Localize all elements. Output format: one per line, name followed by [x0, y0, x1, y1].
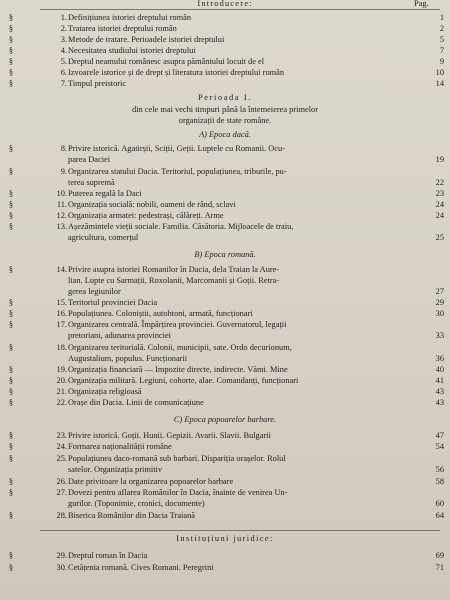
- toc-entry: § 29. Dreptul roman în Dacia 69: [8, 551, 444, 560]
- toc-entry: § 24. Formarea naționalității române 54: [8, 442, 444, 451]
- toc-entry: § 4. Necesitatea studiului istoriei dreptului 7: [8, 46, 444, 55]
- toc-entry-continuation: agricultura, comerțul 25: [68, 233, 444, 242]
- toc-entry: § 1. Definițiunea istoriei dreptului român 1: [8, 13, 444, 22]
- section-title-introducere: Introducere:: [197, 0, 253, 8]
- toc-entry: § 28. Biserica Românilor din Dacia Traiană 64: [8, 511, 444, 520]
- toc-entry: § 15. Teritoriul provinciei Dacia 29: [8, 298, 444, 307]
- toc-entry: § 3. Metode de tratare. Perioadele istoriei dreptului 5: [8, 35, 444, 44]
- period-title: Perioada I.: [198, 93, 252, 102]
- toc-entry: § 12. Organizația armatei: pedestrași, călăreți. Arme 24: [8, 211, 444, 220]
- toc-entry: § 7. Timpul preistoric 14: [8, 79, 444, 88]
- epoch-a-title: A) Epoca dacă.: [199, 130, 251, 139]
- period-subtitle-line2: organizații de state române.: [178, 116, 272, 125]
- toc-entry: § 6. Izvoarele istorice și de drept și literatura istoriei dreptului român 10: [8, 68, 444, 77]
- institutions-title: Instituțiuni juridice:: [176, 534, 274, 543]
- epoch-c-title: C) Epoca popoarelor barbare.: [173, 415, 277, 424]
- toc-entry: § 17. Organizarea centrală. Împărțirea provinciei. Guvernatorul, legații: [8, 320, 287, 329]
- toc-entry: § 23. Privire istorică. Goții. Hunii. Gepizii. Avarii. Slavii. Bulgarii 47: [8, 431, 444, 440]
- toc-entry: § 22. Orașe din Dacia. Linii de comunicațiune 43: [8, 398, 444, 407]
- header-rule: [40, 9, 440, 10]
- toc-entry: § 21. Organizația religioasă 43: [8, 387, 444, 396]
- epoch-b-title: B) Epoca romană.: [194, 250, 256, 259]
- toc-entry: § 8. Privire istorică. Agatirșii, Sciții, Geții. Luptele cu Romanii. Ocu-: [8, 144, 286, 153]
- toc-entry: § 25. Populațiunea daco-romană sub barbari. Dispariția orașelor. Rolul: [8, 454, 286, 463]
- toc-entry-continuation: gerea legiunilor 27: [68, 287, 444, 296]
- toc-entry: § 20. Organizația militară. Legiuni, cohorte, alae. Comandanți, funcționari 41: [8, 376, 444, 385]
- toc-entry: § 19. Organizația financiară — Impozite directe, indirecte. Vămi. Mine 40: [8, 365, 444, 374]
- toc-entry: § 9. Organizarea statului Dacia. Teritoriul, populațiunea, triburile, pu-: [8, 167, 287, 176]
- toc-entry-continuation: terea supremă 22: [68, 178, 444, 187]
- toc-entry: § 13. Așezămintele vieții sociale. Familia. Căsătoria. Mijloacele de traiu,: [8, 222, 294, 231]
- section-rule: [40, 530, 440, 531]
- toc-entry-continuation: pretoriani, adunarea provinciei 33: [68, 331, 444, 340]
- page-column-label: Pag.: [414, 0, 429, 8]
- toc-entry-continuation: lian. Lupte cu Sarmații, Roxolanii, Marcomanii și Goții. Retra-: [68, 276, 280, 285]
- toc-entry: § 14. Privire asupra istoriei Romanilor în Dacia, dela Traian la Aure-: [8, 265, 280, 274]
- toc-entry: § 26. Date privitoare la organizarea popoarelor barbare 58: [8, 477, 444, 486]
- toc-entry: § 2. Tratarea istoriei dreptului român 2: [8, 24, 444, 33]
- period-subtitle-line1: din cele mai vechi timpuri până la întemeierea primelor: [131, 105, 319, 114]
- toc-entry: § 5. Dreptul neamului românesc asupra pământului locuit de el 9: [8, 57, 444, 66]
- toc-entry: § 30. Cetățenia romană. Cives Romani. Peregrini 71: [8, 563, 444, 572]
- toc-entry-continuation: parea Daciei 19: [68, 155, 444, 164]
- toc-entry-continuation: satelor. Organizația primitiv 56: [68, 465, 444, 474]
- toc-entry-continuation: Augustalium, populus. Funcționarii 36: [68, 354, 444, 363]
- toc-entry-continuation: gurilor. (Toponimie, cronici, documente) 60: [68, 499, 444, 508]
- toc-entry: § 16. Populațiunea. Coloniștii, autohtoni, armată, funcționari 30: [8, 309, 444, 318]
- toc-entry: § 27. Dovezi pentru aflarea Românilor în Dacia, înainte de venirea Un-: [8, 488, 288, 497]
- toc-entry: § 11. Organizația socială: nobili, oameni de rând, sclavi 24: [8, 200, 444, 209]
- toc-entry: § 18. Organizarea teritorială. Colonii, municipii, sate. Ordo decurionum,: [8, 343, 292, 352]
- toc-entry: § 10. Puterea regală la Daci 23: [8, 189, 444, 198]
